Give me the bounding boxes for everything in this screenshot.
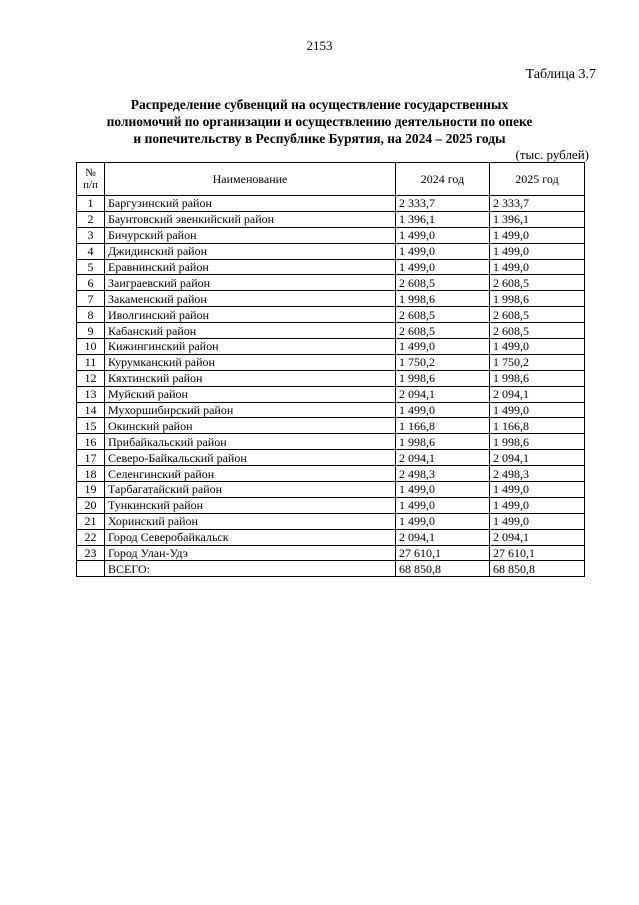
- row-value-2025: 1 166,8: [490, 418, 585, 434]
- total-value-2025: 68 850,8: [490, 561, 585, 577]
- header-name: Наименование: [105, 163, 396, 196]
- page-number: 2153: [306, 38, 333, 53]
- row-name: Тункинский район: [105, 497, 396, 513]
- table-row: [77, 291, 585, 307]
- table-row: [77, 196, 585, 212]
- row-number: 17: [77, 450, 105, 466]
- subventions-table: [76, 162, 585, 577]
- row-value-2025: 1 998,6: [490, 370, 585, 386]
- row-value-2025: 1 998,6: [490, 291, 585, 307]
- row-name: Окинский район: [105, 418, 396, 434]
- row-value-2025: 2 608,5: [490, 275, 585, 291]
- row-value-2024: 1 499,0: [396, 259, 490, 275]
- row-value-2024: 2 094,1: [396, 386, 490, 402]
- row-value-2025: 1 750,2: [490, 354, 585, 370]
- table-header-row: [77, 163, 585, 196]
- row-name: Прибайкальский район: [105, 434, 396, 450]
- row-value-2025: 2 094,1: [490, 450, 585, 466]
- row-name: Кабанский район: [105, 323, 396, 339]
- row-name: Заиграевский район: [105, 275, 396, 291]
- table-row: [77, 497, 585, 513]
- row-number: 13: [77, 386, 105, 402]
- row-number: 16: [77, 434, 105, 450]
- row-value-2025: 27 610,1: [490, 545, 585, 561]
- table-row: [77, 259, 585, 275]
- row-number: 5: [77, 259, 105, 275]
- table-row: [77, 513, 585, 529]
- total-number: [77, 561, 105, 577]
- row-number: 23: [77, 545, 105, 561]
- row-name: Город Северобайкальск: [105, 529, 396, 545]
- row-value-2024: 1 499,0: [396, 482, 490, 498]
- table-row: [77, 450, 585, 466]
- row-value-2024: 1 396,1: [396, 211, 490, 227]
- header-number: [77, 163, 105, 196]
- row-name: Город Улан-Удэ: [105, 545, 396, 561]
- row-value-2024: 1 499,0: [396, 513, 490, 529]
- row-number: 1: [77, 196, 105, 212]
- row-value-2024: 1 499,0: [396, 339, 490, 355]
- row-name: Иволгинский район: [105, 307, 396, 323]
- table-row: [77, 354, 585, 370]
- table-row: [77, 275, 585, 291]
- row-name: Мухоршибирский район: [105, 402, 396, 418]
- table-row: [77, 227, 585, 243]
- row-name: Еравнинский район: [105, 259, 396, 275]
- row-value-2024: 1 499,0: [396, 497, 490, 513]
- row-value-2025: 1 499,0: [490, 339, 585, 355]
- row-value-2024: 2 094,1: [396, 529, 490, 545]
- table-row: [77, 434, 585, 450]
- units-label: (тыс. рублей): [515, 147, 589, 162]
- row-value-2025: 2 498,3: [490, 466, 585, 482]
- row-value-2024: 2 498,3: [396, 466, 490, 482]
- table-row: [77, 529, 585, 545]
- row-value-2025: 1 499,0: [490, 497, 585, 513]
- table-row: [77, 243, 585, 259]
- table-row: [77, 386, 585, 402]
- row-value-2025: 1 499,0: [490, 259, 585, 275]
- table-row: [77, 307, 585, 323]
- row-name: Кижингинский район: [105, 339, 396, 355]
- row-name: Тарбагатайский район: [105, 482, 396, 498]
- row-name: Северо-Байкальский район: [105, 450, 396, 466]
- row-value-2024: 2 608,5: [396, 323, 490, 339]
- title-line: полномочий по организации и осуществлению деятельности по опеке: [106, 114, 533, 129]
- row-value-2025: 1 499,0: [490, 243, 585, 259]
- row-number: 4: [77, 243, 105, 259]
- table-row: [77, 211, 585, 227]
- row-number: 7: [77, 291, 105, 307]
- row-name: Кяхтинский район: [105, 370, 396, 386]
- row-name: Баунтовский эвенкийский район: [105, 211, 396, 227]
- row-value-2025: 2 094,1: [490, 386, 585, 402]
- row-number: 11: [77, 354, 105, 370]
- row-name: Хоринский район: [105, 513, 396, 529]
- row-number: 9: [77, 323, 105, 339]
- row-value-2024: 1 998,6: [396, 370, 490, 386]
- title-line: и попечительству в Республике Бурятия, на 2024 – 2025 годы: [133, 131, 506, 146]
- row-name: Джидинский район: [105, 243, 396, 259]
- row-value-2025: 1 499,0: [490, 482, 585, 498]
- row-value-2025: 1 499,0: [490, 402, 585, 418]
- total-value-2024: 68 850,8: [396, 561, 490, 577]
- row-number: 15: [77, 418, 105, 434]
- row-value-2024: 27 610,1: [396, 545, 490, 561]
- row-value-2025: 2 608,5: [490, 307, 585, 323]
- document-title: [60, 96, 579, 147]
- row-value-2025: 2 608,5: [490, 323, 585, 339]
- row-value-2024: 1 750,2: [396, 354, 490, 370]
- table-row: [77, 418, 585, 434]
- table-row: [77, 323, 585, 339]
- row-number: 2: [77, 211, 105, 227]
- row-number: 10: [77, 339, 105, 355]
- table-label: Таблица 3.7: [525, 67, 596, 82]
- row-value-2024: 1 499,0: [396, 227, 490, 243]
- row-number: 6: [77, 275, 105, 291]
- row-number: 22: [77, 529, 105, 545]
- row-number: 20: [77, 497, 105, 513]
- row-name: Муйский район: [105, 386, 396, 402]
- row-number: 3: [77, 227, 105, 243]
- table-body: [77, 196, 585, 577]
- header-2025: 2025 год: [490, 163, 585, 196]
- row-number: 19: [77, 482, 105, 498]
- row-value-2025: 1 396,1: [490, 211, 585, 227]
- row-value-2024: 1 998,6: [396, 434, 490, 450]
- total-row: [77, 561, 585, 577]
- total-label: ВСЕГО:: [105, 561, 396, 577]
- table-row: [77, 402, 585, 418]
- table-row: [77, 339, 585, 355]
- title-line: Распределение субвенций на осуществление государственных: [130, 97, 509, 112]
- row-value-2024: 2 333,7: [396, 196, 490, 212]
- table-row: [77, 482, 585, 498]
- row-value-2024: 2 094,1: [396, 450, 490, 466]
- table-row: [77, 370, 585, 386]
- row-name: Бичурский район: [105, 227, 396, 243]
- row-value-2024: 2 608,5: [396, 275, 490, 291]
- row-value-2025: 1 998,6: [490, 434, 585, 450]
- row-number: 8: [77, 307, 105, 323]
- row-value-2025: 2 094,1: [490, 529, 585, 545]
- row-value-2024: 1 499,0: [396, 402, 490, 418]
- row-name: Курумканский район: [105, 354, 396, 370]
- row-value-2024: 1 166,8: [396, 418, 490, 434]
- header-number-line2: п/п: [83, 179, 98, 191]
- row-number: 21: [77, 513, 105, 529]
- table-row: [77, 545, 585, 561]
- row-name: Селенгинский район: [105, 466, 396, 482]
- row-value-2024: 1 998,6: [396, 291, 490, 307]
- row-number: 18: [77, 466, 105, 482]
- header-2024: 2024 год: [396, 163, 490, 196]
- row-name: Закаменский район: [105, 291, 396, 307]
- header-number-line1: №: [85, 167, 96, 179]
- row-name: Баргузинский район: [105, 196, 396, 212]
- row-value-2025: 1 499,0: [490, 513, 585, 529]
- row-value-2025: 1 499,0: [490, 227, 585, 243]
- row-number: 12: [77, 370, 105, 386]
- row-number: 14: [77, 402, 105, 418]
- row-value-2025: 2 333,7: [490, 196, 585, 212]
- row-value-2024: 1 499,0: [396, 243, 490, 259]
- table-row: [77, 466, 585, 482]
- row-value-2024: 2 608,5: [396, 307, 490, 323]
